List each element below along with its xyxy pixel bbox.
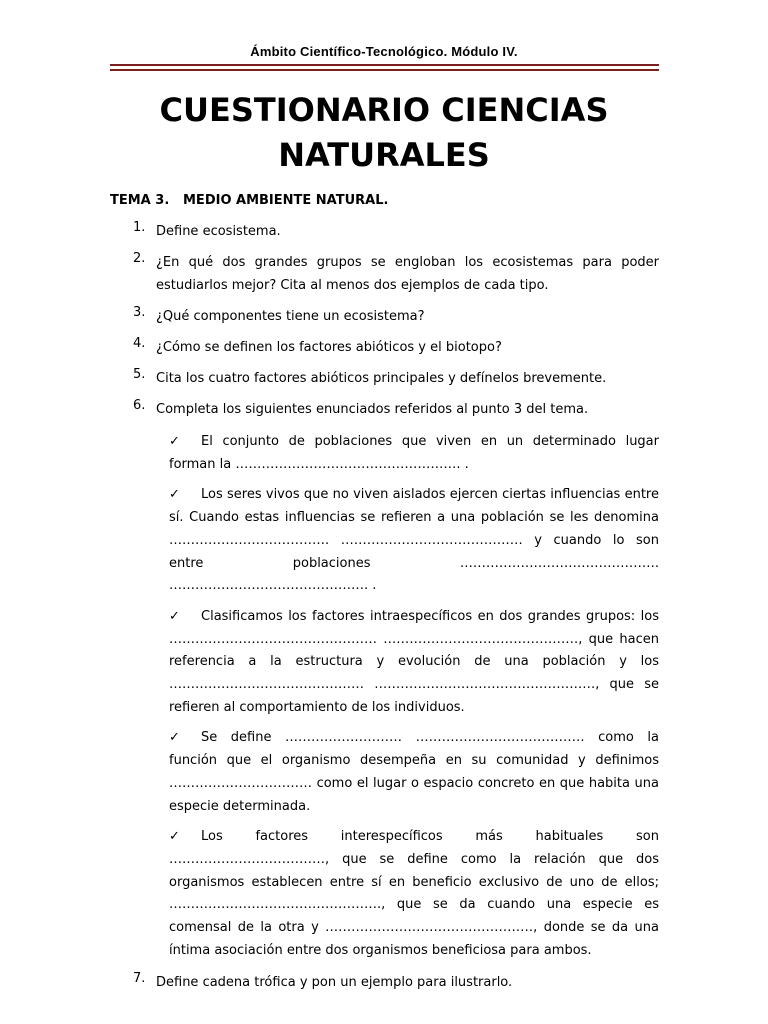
statement-4 [169, 727, 659, 818]
question-number: 7. [133, 971, 146, 987]
checkmark-icon: ✓ [169, 434, 180, 449]
header-rule-top [110, 64, 659, 66]
statement-text: Se define ……………………… ………………………………… como la función que el organismo desempeña en su comunidad y definimos …………………………… como el lugar o espacio concreto en que habita una especie determinada. [169, 730, 659, 814]
topic-name: MEDIO AMBIENTE NATURAL. [183, 193, 389, 208]
checkmark-icon: ✓ [169, 829, 180, 845]
question-number: 5. [133, 367, 146, 382]
title-line-2: NATURALES [278, 136, 490, 174]
question-text: Define ecosistema. [156, 224, 281, 239]
page-title [0, 88, 768, 178]
question-text: ¿Qué componentes tiene un ecosistema? [156, 309, 425, 324]
question-number: 6. [133, 398, 146, 413]
question-4 [110, 336, 659, 359]
statement-1 [169, 431, 659, 476]
header-rule-bottom [110, 69, 659, 71]
question-text: ¿En qué dos grandes grupos se engloban los ecosistemas para poder estudiarlos mejor? Cita al menos dos ejemplos de cada tipo. [156, 255, 659, 293]
statement-text: Clasificamos los factores intraespecíficos en dos grandes grupos: los ………………………………………… ………………………………………, que hacen referencia a la estructura y evolución de una población y los ……………………………………… ……………………………………………, que se refieren al comportamiento de los individuos. [169, 608, 659, 715]
question-number: 2. [133, 251, 146, 266]
question-text: Completa los siguientes enunciados referidos al punto 3 del tema. [156, 402, 589, 417]
question-number: 4. [133, 336, 146, 351]
question-1 [110, 220, 659, 243]
statement-3 [169, 606, 659, 720]
questionnaire [110, 193, 659, 994]
question-text: Cita los cuatro factores abióticos principales y defínelos brevemente. [156, 371, 607, 386]
document-header: Ámbito Científico-Tecnológico. Módulo IV. [250, 44, 518, 59]
topic-heading [110, 193, 659, 213]
title-line-1: CUESTIONARIO CIENCIAS [159, 91, 609, 129]
statement-2 [169, 484, 659, 598]
statement-text: Los seres vivos que no viven aislados ejercen ciertas influencias entre sí. Cuando estas influencias se refieren a una población se les denomina ………………………………. …………………………………… y cuando lo son entre poblaciones ………………………………………. ………………………………………. . [169, 487, 659, 594]
checkmark-icon: ✓ [169, 608, 180, 624]
question-text: Define cadena trófica y pon un ejemplo para ilustrarlo. [156, 975, 513, 991]
question-text: ¿Cómo se definen los factores abióticos y el biotopo? [156, 340, 502, 355]
statement-text: El conjunto de poblaciones que viven en un determinado lugar forman la ……………………………………………. . [169, 434, 659, 472]
statement-text: Los factores interespecíficos más habituales son ………………………………, que se define como la relación que dos organismos establecen entre sí en beneficio exclusivo de uno de ellos; …………………………………………., que se da cuando una especie es comensal de la otra y …………………………………………, donde se da una íntima asociación entre dos organismos beneficiosa para ambos. [169, 829, 659, 958]
checkmark-icon: ✓ [169, 730, 180, 746]
statement-5 [169, 826, 659, 962]
question-5 [110, 367, 659, 390]
question-6 [110, 398, 659, 421]
checkmark-icon: ✓ [169, 487, 180, 503]
question-2 [110, 251, 659, 297]
question-number: 3. [133, 305, 146, 320]
question-7 [110, 971, 659, 994]
topic-number: TEMA 3. [110, 193, 170, 208]
question-3 [110, 305, 659, 328]
question-number: 1. [133, 220, 146, 235]
